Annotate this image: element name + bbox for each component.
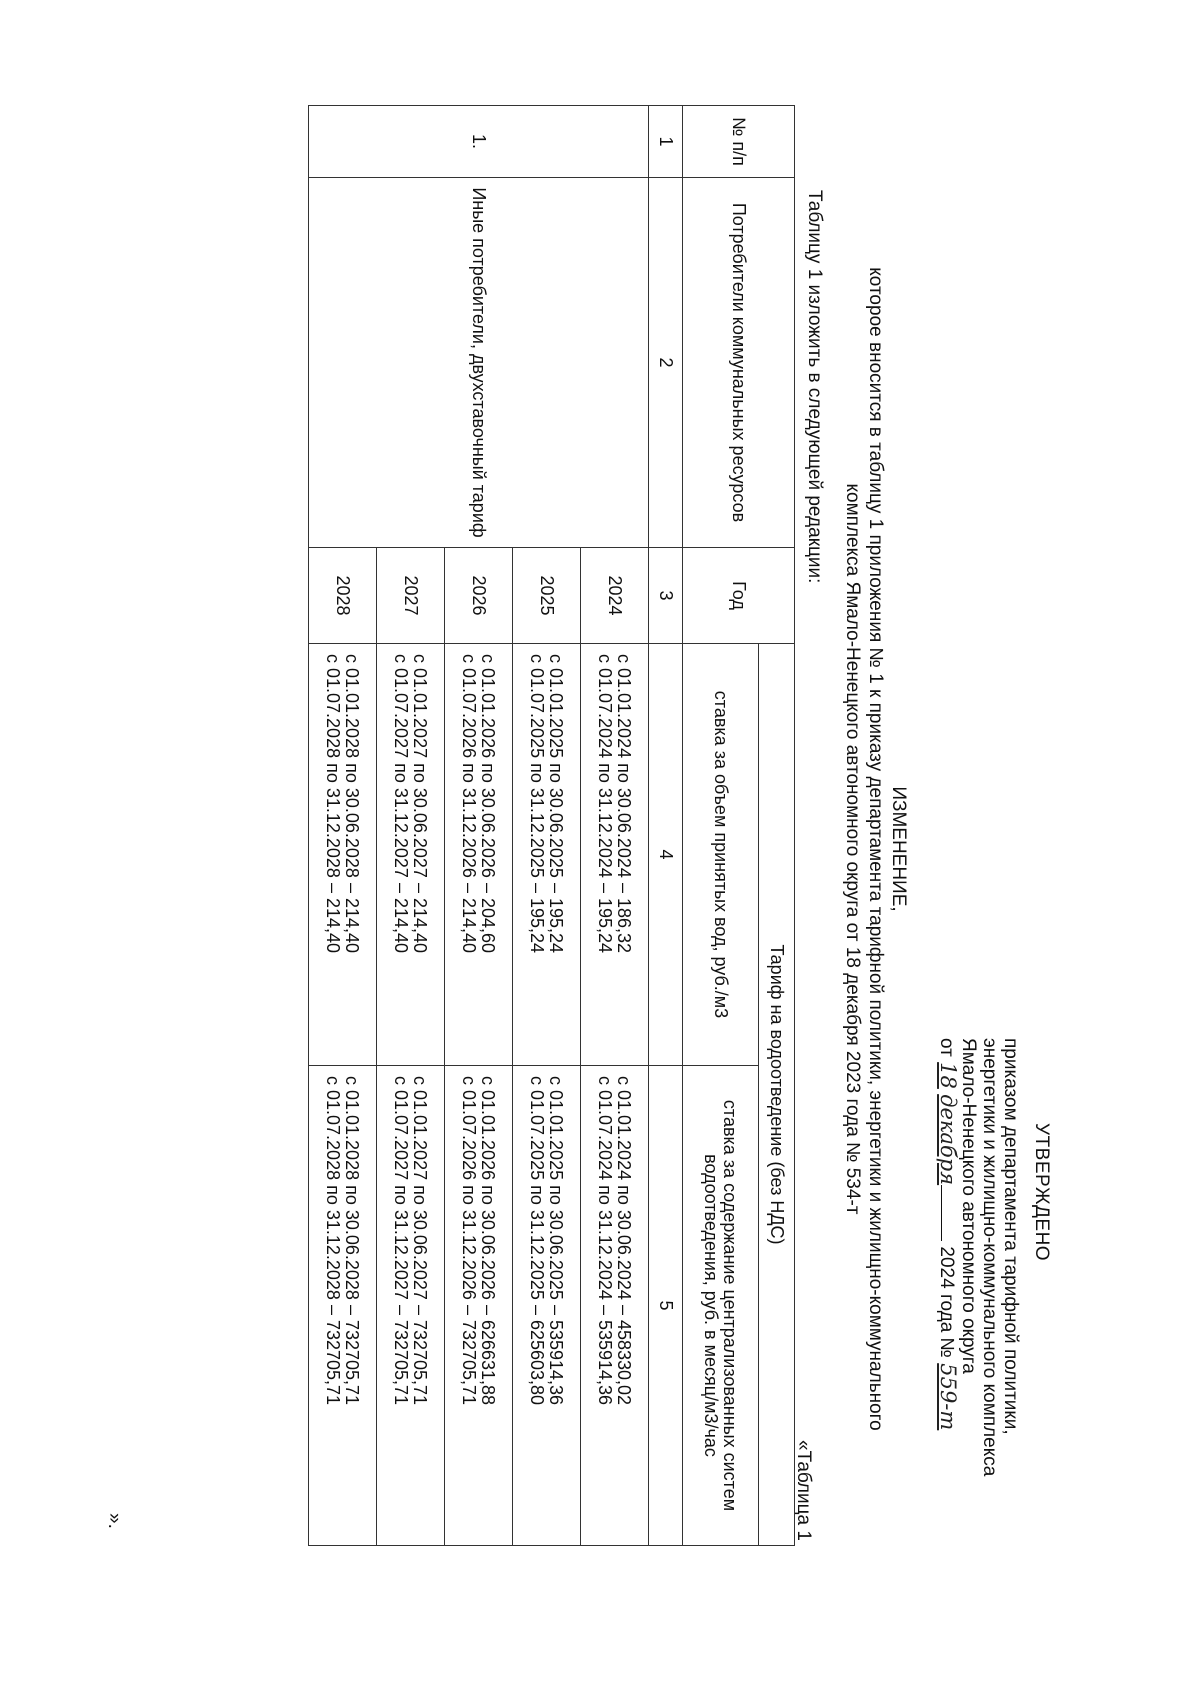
column-number: 1 [649, 106, 683, 178]
document-subtitle-line-1: которое вносится в таблицу 1 приложения № 1 к приказу департамента тарифной политики, энергетики и жилищно-коммунального [865, 267, 886, 1431]
year-cell: 2026 [445, 548, 513, 644]
maintenance-rate-cell [377, 1066, 445, 1546]
document-title: ИЗМЕНЕНИЕ, [888, 786, 909, 912]
volume-rate-cell [445, 644, 513, 1066]
rate-line: с 01.01.2027 по 30.06.2027 – 214,40 [410, 654, 431, 954]
header-num: № п/п [683, 106, 795, 178]
date-month-handwritten: декабря [936, 1094, 960, 1186]
rate-line: с 01.01.2024 по 30.06.2024 – 186,32 [614, 654, 635, 954]
rate-line: с 01.07.2026 по 31.12.2026 – 214,40 [459, 654, 480, 954]
rate-line: с 01.07.2026 по 31.12.2026 – 732705,71 [459, 1076, 480, 1406]
rate-line: с 01.01.2027 по 30.06.2027 – 732705,71 [410, 1076, 431, 1406]
header-rate-maintenance: ставка за содержание централизованных систем водоотведения, руб. в месяц/м3/час [683, 1066, 759, 1546]
rate-line: с 01.01.2026 по 30.06.2026 – 626631,88 [478, 1076, 499, 1406]
approval-date-line [936, 1038, 958, 1476]
rate-line: с 01.07.2027 по 31.12.2027 – 732705,71 [391, 1076, 412, 1406]
volume-rate-cell [581, 644, 649, 1066]
date-underline [941, 1185, 942, 1241]
maintenance-rate-cell [581, 1066, 649, 1546]
date-year: 2024 года № [936, 1246, 957, 1358]
closing-quote-mark: ». [104, 1513, 125, 1529]
rate-line: с 01.07.2024 по 31.12.2024 – 535914,36 [595, 1076, 616, 1406]
tariff-table [308, 105, 795, 1546]
document-subtitle-line-2: комплекса Ямало-Ненецкого автономного округа от 18 декабря 2023 года № 534-т [842, 483, 863, 1215]
rate-line: с 01.01.2028 по 30.06.2028 – 214,40 [342, 654, 363, 954]
volume-rate-cell [377, 644, 445, 1066]
rate-line: с 01.01.2024 по 30.06.2024 – 458330,02 [614, 1076, 635, 1406]
year-cell: 2028 [309, 548, 377, 644]
maintenance-rate-cell [513, 1066, 581, 1546]
year-cell: 2024 [581, 548, 649, 644]
instruction-text: Таблицу 1 изложить в следующей редакции: [804, 190, 825, 584]
year-cell: 2025 [513, 548, 581, 644]
column-number: 2 [649, 178, 683, 548]
rate-line: с 01.07.2028 по 31.12.2028 – 214,40 [323, 654, 344, 954]
approval-line-2: энергетики и жилищно-коммунального комплекса [979, 1038, 1000, 1477]
header-tariff-group: Тариф на водоотведение (без НДС) [759, 644, 795, 1546]
date-prefix: от [936, 1038, 957, 1057]
year-cell: 2027 [377, 548, 445, 644]
order-number-handwritten: 559-т [936, 1363, 960, 1431]
rate-line: с 01.07.2027 по 31.12.2027 – 214,40 [391, 654, 412, 954]
column-number: 4 [649, 644, 683, 1066]
header-consumers: Потребители коммунальных ресурсов [683, 178, 795, 548]
volume-rate-cell [513, 644, 581, 1066]
rate-line: с 01.01.2026 по 30.06.2026 – 204,60 [478, 654, 499, 954]
column-number: 5 [649, 1066, 683, 1546]
rate-line: с 01.01.2025 по 30.06.2025 – 195,24 [546, 654, 567, 954]
rate-line: с 01.07.2028 по 31.12.2028 – 732705,71 [323, 1076, 344, 1406]
table-row [581, 106, 649, 1546]
rate-line: с 01.01.2025 по 30.06.2025 – 535914,36 [546, 1076, 567, 1406]
column-number: 3 [649, 548, 683, 644]
rate-line: с 01.01.2028 по 30.06.2028 – 732705,71 [342, 1076, 363, 1406]
approval-line-1: приказом департамента тарифной политики, [1000, 1038, 1021, 1435]
approval-line-3: Ямало-Ненецкого автономного округа [958, 1038, 979, 1374]
rate-line: с 01.07.2024 по 31.12.2024 – 195,24 [595, 654, 616, 954]
row-number: 1. [309, 106, 649, 178]
rate-line: с 01.07.2025 по 31.12.2025 – 195,24 [527, 654, 548, 954]
maintenance-rate-cell [309, 1066, 377, 1546]
header-rate-volume: ставка за объем принятых вод, руб./м3 [683, 644, 759, 1066]
table-label: «Таблица 1 [793, 1440, 814, 1541]
volume-rate-cell [309, 644, 377, 1066]
maintenance-rate-cell [445, 1066, 513, 1546]
consumer-label: Иные потребители, двухставочный тариф [309, 178, 649, 548]
approval-block [936, 1038, 1052, 1476]
rate-line: с 01.07.2025 по 31.12.2025 – 625603,80 [527, 1076, 548, 1406]
header-year: Год [683, 548, 795, 644]
date-day-handwritten: 18 [936, 1062, 960, 1089]
approval-heading: УТВЕРЖДЕНО [1031, 1123, 1052, 1262]
